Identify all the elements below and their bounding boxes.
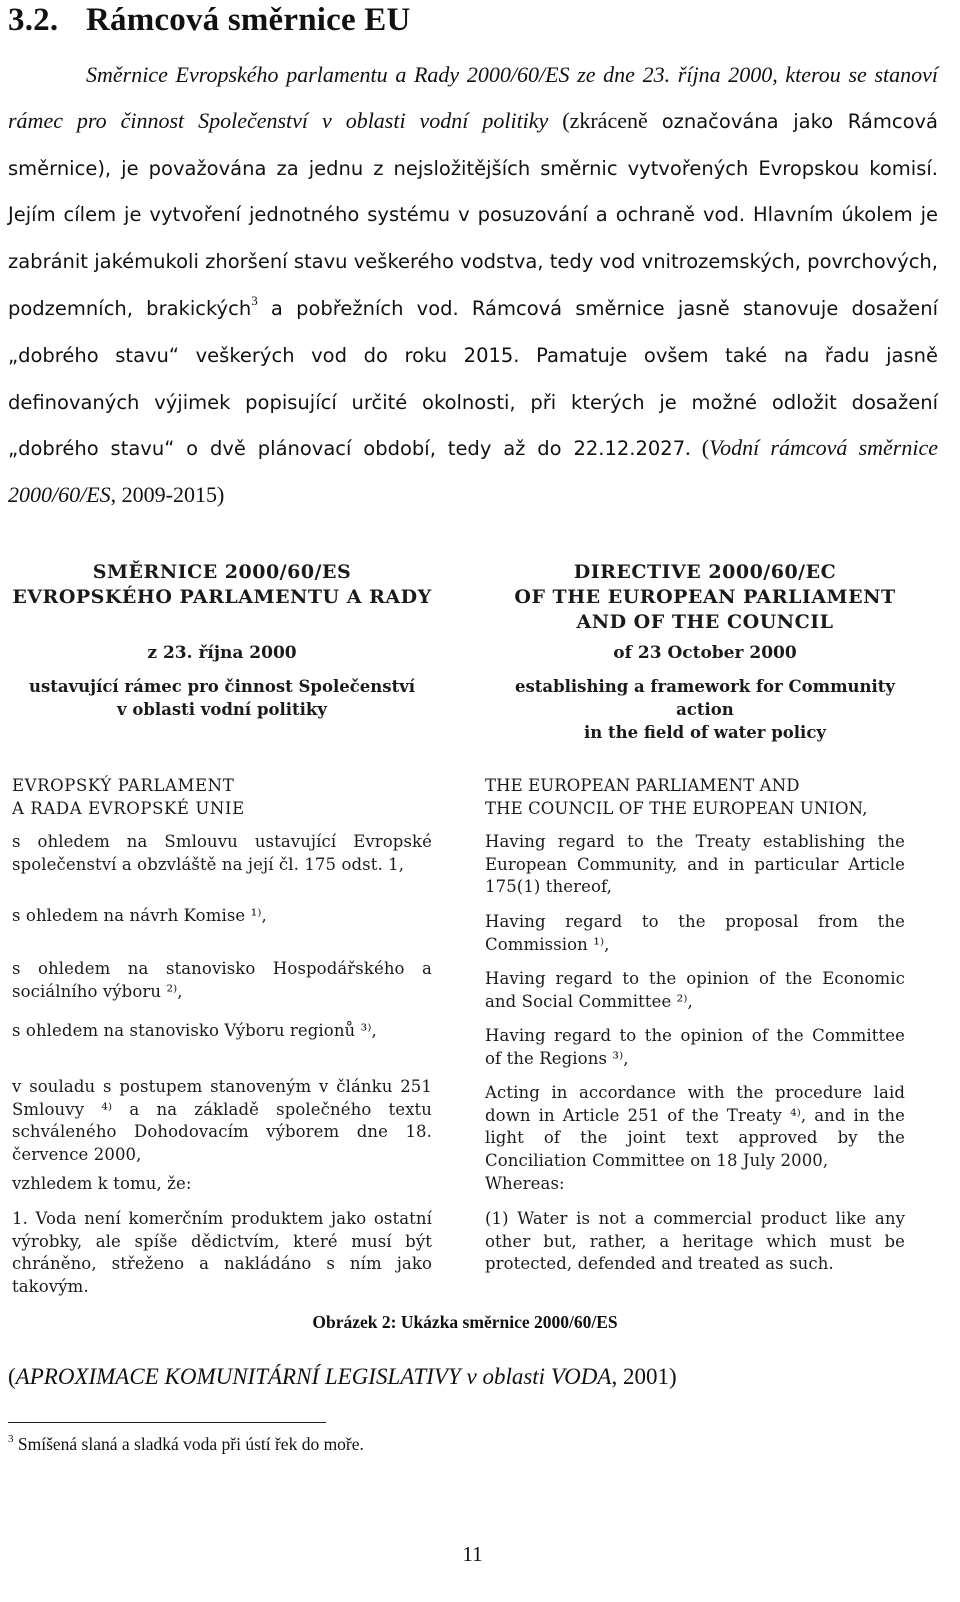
clause: s ohledem na Smlouvu ustavující Evropské společenství a obzvláště na její čl. 175 odst. 1, [12, 832, 432, 874]
clause: Whereas: [485, 1174, 565, 1193]
paragraph-text [8, 52, 938, 518]
title-line: OF THE EUROPEAN PARLIAMENT [514, 586, 896, 608]
subtitle-line: in the field of water policy [584, 723, 826, 742]
section-heading [8, 2, 411, 39]
directive-figure [0, 560, 960, 1295]
clause: (1) Water is not a commercial product like any other but, rather, a heritage which must be protected, defended and treated as such. [485, 1209, 905, 1273]
czech-subtitle [12, 675, 432, 721]
text-run: . ( [685, 435, 710, 461]
clause: vzhledem k tomu, že: [12, 1174, 192, 1193]
citation-italic: Vodní rámcová směrnice 2000/60/ES [8, 435, 939, 508]
text-run: , 2009-2015) [110, 482, 225, 508]
source-citation [8, 1364, 677, 1390]
directive-title-italic: Směrnice Evropského parlamentu a Rady 2000/60/ES ze dne 23. října 2000, kterou se stanoví rámec pro činnost Společenství v oblasti vodní politiky [8, 62, 938, 133]
clause: s ohledem na stanovisko Výboru regionů ³⁾, [12, 1021, 377, 1040]
footnote [8, 1434, 364, 1455]
clause: Acting in accordance with the procedure laid down in Article 251 of the Treaty ⁴⁾, and in the light of the joint text approved by the Conciliation Committee on 18 July 2000, [485, 1083, 905, 1170]
english-date: of 23 October 2000 [613, 643, 797, 663]
clause: v souladu s postupem stanoveným v článku 251 Smlouvy ⁴⁾ a na základě společného textu schváleného Dohodovacím výborem dne 18. července 2000, [12, 1077, 432, 1164]
title-line: EVROPSKÉHO PARLAMENTU A RADY [12, 586, 432, 608]
clause: Having regard to the opinion of the Economic and Social Committee ²⁾, [485, 969, 905, 1011]
subtitle-line: ustavující rámec pro činnost Společenství [28, 677, 416, 696]
source-title-italic: APROXIMACE KOMUNITÁRNÍ LEGISLATIVY v oblasti VODA [15, 1364, 612, 1389]
czech-date: z 23. října 2000 [147, 643, 297, 663]
clause: s ohledem na stanovisko Hospodářského a sociálního výboru ²⁾, [12, 959, 432, 1001]
subtitle-line: v oblasti vodní politiky [117, 700, 327, 719]
clause: Having regard to the Treaty establishing the European Community, and in particular Article 175(1) thereof, [485, 832, 905, 896]
footnote-reference: 3 [251, 292, 258, 308]
clause: Having regard to the proposal from the Commission ¹⁾, [485, 912, 905, 954]
title-line: DIRECTIVE 2000/60/EC [573, 561, 837, 583]
clause: s ohledem na návrh Komise ¹⁾, [12, 906, 267, 925]
section-number: 3.2. [8, 2, 59, 38]
footnote-divider [8, 1422, 326, 1423]
title-line: SMĚRNICE 2000/60/ES [92, 561, 352, 583]
title-line: AND OF THE COUNCIL [576, 611, 834, 633]
english-subtitle [485, 675, 925, 744]
text-run: Hlavním úkolem je zabránit jakémukoli zhoršení stavu veškerého vodstva, tedy vod vnitrozemských, povrchových, podzemních, brakických [8, 203, 938, 320]
clause: 1. Voda není komerčním produktem jako ostatní výrobky, ale spíše dědictvím, které musí být chráněno, střeženo a nakládáno s ním jako takovým. [12, 1209, 432, 1296]
czech-title [12, 560, 432, 610]
body-paragraph [8, 52, 938, 518]
clause: EVROPSKÝ PARLAMENT A RADA EVROPSKÉ UNIE [12, 776, 245, 818]
english-column [485, 560, 915, 1273]
text-run: , 2001) [611, 1364, 677, 1389]
footnote-mark: 3 [8, 1433, 14, 1445]
footnote-text: Smíšená slaná a sladká voda při ústí řek do moře. [13, 1434, 364, 1454]
subtitle-line: establishing a framework for Community action [514, 677, 896, 719]
english-title [485, 560, 925, 635]
page-number: 11 [462, 1542, 483, 1566]
text-run: a pobřežních vod. Rámcová směrnice jasně stanovuje dosažení „dobrého stavu“ veškerých vod do roku 2015. Pamatuje ovšem také na řadu jasně definovaných výjimek popisující určité okolnosti, při kterých je možné odložit dosažení „dobrého stavu“ o dvě plánovací období, tedy až do 22.12.2027 [8, 296, 938, 461]
section-title: Rámcová směrnice EU [86, 2, 411, 38]
figure-caption: Obrázek 2: Ukázka směrnice 2000/60/ES [312, 1312, 618, 1332]
clause: Having regard to the opinion of the Committee of the Regions ³⁾, [485, 1026, 905, 1068]
clause: THE EUROPEAN PARLIAMENT AND THE COUNCIL OF THE EUROPEAN UNION, [485, 776, 868, 818]
text-run: ( [8, 1364, 16, 1389]
czech-column [12, 560, 457, 1296]
text-run: (zkráceně [548, 107, 662, 133]
text-run: označována jako Rámcová směrnice), je považována za jednu z nejsložitějších směrnic vytvořených Evropskou komisí. Jejím cílem je vytvoření jednotného systému v posuzování a ochraně vod. [8, 109, 938, 227]
